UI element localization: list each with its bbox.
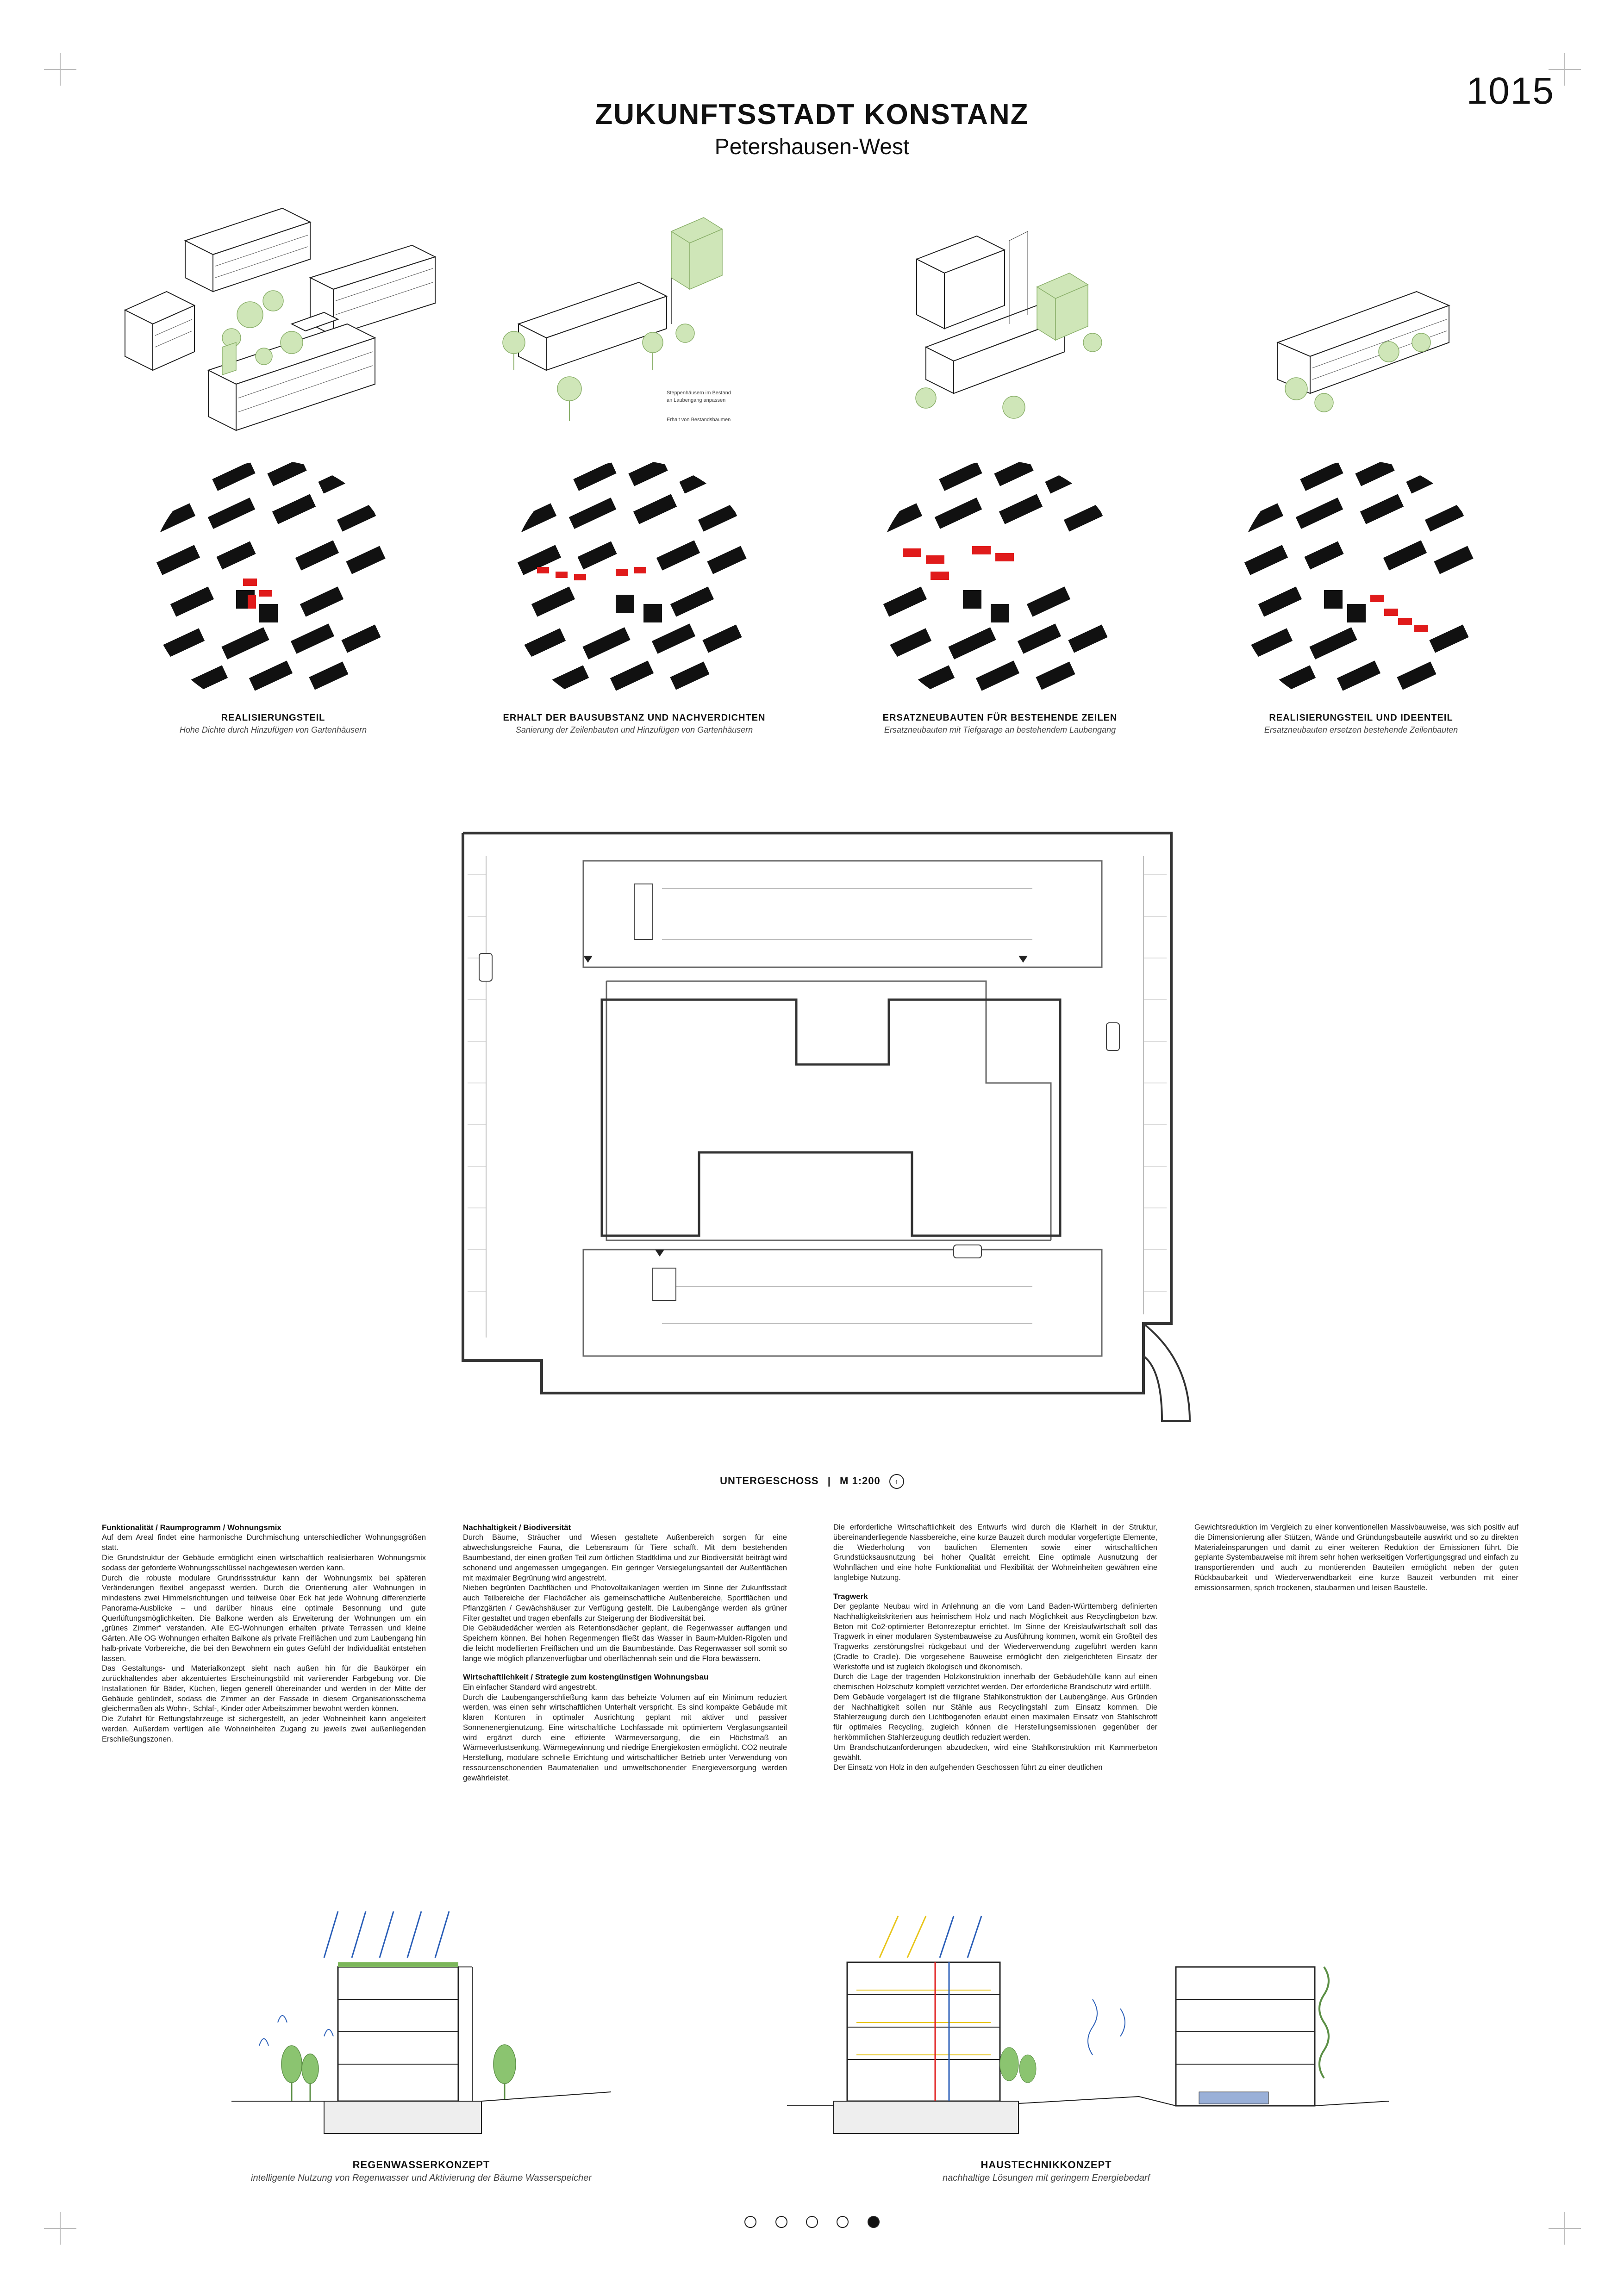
column-heading: Wirtschaftlichkeit / Strategie zum kostengünstigen Wohnungsbau	[463, 1673, 709, 1682]
paragraph: Die Zufahrt für Rettungsfahrzeuge ist sichergestellt, an jeder Wohneinheit kann angeleitert werden. Außerdem verfügen alle Wohneinheiten Zugang zu jeweils zwei außenliegenden Erschließungszonen.	[102, 1715, 426, 1743]
north-arrow-icon: ↑	[889, 1474, 904, 1489]
crop-mark	[44, 53, 76, 86]
figure-caption-4	[1185, 713, 1537, 735]
paragraph: Ein einfacher Standard wird angestrebt.	[463, 1683, 597, 1692]
paragraph: Durch die Laubengangerschließung kann das beheizte Volumen auf ein Minimum reduziert werden, was einen sehr wirtschaftlichen Unterhalt verspricht. Es sind kompakte Gebäude mit klaren Konturen in optimaler Ausrichtung geplant mit aktiver und passiver Sonnenenergienutzung. Eine wirtschaftliche Lochfassade mit optimiertem Verglasungsanteil wird ergänzt durch eine effiziente Wärmeversorgung, die ein Höchstmaß an Wärmeverlustsenkung, Wärmegewinnung und niedrige Energiekosten ermöglicht. CO2 neutrale Herstellung, modulare schnelle Errichtung und wirtschaftlicher Betrieb unter Verwendung von ressourcenschonenden Baumaterialien und umweltschonender Energieversorgung werden gewährleistet.	[463, 1693, 787, 1782]
services-section-caption	[815, 2159, 1278, 2184]
isometric-existing-stock	[500, 204, 759, 444]
paragraph: Das Gestaltungs- und Materialkonzept sieht nach außen hin für die Baukörper ein zurückhaltendes aber akzentuiertes Erscheinungsbild mit variierender Farbgebung vor. Die Installationen für Bäder, Küchen, liegen generell übereinander und werden in der Mitte der Gebäude gebündelt, sodass die Zimmer an der Fassade in diesem Organisationsschema gleichermaßen als Wohn-, Schlaf-, Kinder oder Arbeitszimmer bewohnt werden können.	[102, 1664, 426, 1713]
paragraph: Durch die Lage der tragenden Holzkonstruktion innerhalb der Gebäudehülle kann auf einen chemischen Holzschutz komplett verzichtet werden. Der erforderliche Brandschutz wird erfüllt.	[833, 1673, 1157, 1692]
isometric-ideas-part	[1268, 204, 1509, 444]
paragraph: Auf dem Areal findet eine harmonische Durchmischung unterschiedlicher Wohnungsgrößen statt.	[102, 1533, 426, 1552]
iso-note-2: an Laubengang anpassen	[667, 398, 726, 403]
column-heading: Funktionalität / Raumprogramm / Wohnungsmix	[102, 1523, 281, 1532]
text-column-2	[463, 1523, 787, 1783]
figure-caption-title: REALISIERUNGSTEIL	[221, 713, 325, 723]
rainwater-section-caption	[190, 2159, 653, 2184]
page-dot-active[interactable]	[868, 2216, 880, 2228]
paragraph: Dem Gebäude vorgelagert ist die filigrane Stahlkonstruktion der Laubengänge. Aus Gründen der Nachhaltigkeit sollen nur Stähle aus Recyclingstahl zum Einsatz kommen. Die Stahlerzeugung durch den Lichtbogenofen erlaubt einen maximalen Einsatz von Stahlschrott für optimales Recycling, zugleich können die Herstellungsemissionen gegenüber der herkömmlichen Stahlerzeugung deutlich reduziert werden.	[833, 1692, 1157, 1742]
paragraph: Um Brandschutzanforderungen abzudecken, wird eine Stahlkonstruktion mit Kammerbeton gewählt.	[833, 1743, 1157, 1762]
paragraph: Die Gebäudedächer werden als Retentionsdächer geplant, die Regenwasser auffangen und Speichern können. Bei hohen Regenmengen fließt das Wasser in Baum-Mulden-Rigolen und die leicht modellierten Freiflächen und um die Baumbestände. Das Regenwasser soll somit so lange wie möglich pflanzenverfügbar und oberflächennah sein und die Flora bewässern.	[463, 1624, 787, 1663]
page-title: ZUKUNFTSSTADT KONSTANZ	[595, 99, 1029, 131]
building-services-section-drawing	[787, 1907, 1398, 2150]
section-title: HAUSTECHNIKKONZEPT	[981, 2159, 1112, 2171]
paragraph: Durch die robuste modulare Grundrissstruktur kann der Wohnungsmix bei späteren Veränderungen flexibel angepasst werden. Durch die Orientierung aller Wohnungen in mindestens zwei Himmelsrichtungen und teilweise über Eck hat jede Wohnung differenzierte Panorama-Ausblicke – und darüber hinaus eine optimale Besonnung und gute Querlüftungsmöglichkeiten. Die Balkone werden als Erweiterung der Wohnungen um ein „grünes Zimmer“ verstanden. Alle EG-Wohnungen erhalten private Terrassen und kleine Gärten. Alle OG Wohnungen erhalten Balkone als private Freiflächen und zum Laubengang hin halb-private Vorbereiche, die bei den Bewohnern ein gutes Gefühl der Individualität entstehen lassen.	[102, 1574, 426, 1663]
poster-number: 1015	[1466, 70, 1555, 112]
basement-floor-plan	[431, 805, 1218, 1465]
figure-caption-3	[824, 713, 1176, 735]
plan-label	[0, 1474, 1624, 1489]
page-subtitle: Petershausen-West	[714, 135, 910, 159]
section-title: REGENWASSERKONZEPT	[352, 2159, 490, 2171]
figure-caption-subtitle: Sanierung der Zeilenbauten und Hinzufügen von Gartenhäusern	[515, 725, 753, 734]
figure-ground-3	[870, 456, 1130, 715]
figure-caption-subtitle: Hohe Dichte durch Hinzufügen von Gartenhäusern	[179, 725, 367, 734]
paragraph: Nieben begrünten Dachflächen und Photovoltaikanlagen werden im Sinne der Zukunftsstadt auch Teilbereiche der Flachdächer als gemeinschaftliche Außenbereiche, Sportflächen und Pflanzgärten / Gewächshäuser zur Verfügung gestellt. Die Laubengänge werden als grüner Filter gestaltet und tragen ebenfalls zur Steigerung der Biodiversität bei.	[463, 1584, 787, 1623]
iso-note-1: Steppenhäusern im Bestand	[667, 390, 731, 396]
isometric-replacement-buildings	[898, 204, 1148, 444]
column-heading: Tragwerk	[833, 1592, 868, 1601]
figure-caption-2	[458, 713, 810, 735]
paragraph: Der Einsatz von Holz in den aufgehenden Geschossen führt zu einer deutlichen	[833, 1763, 1103, 1772]
figure-caption-title: ERHALT DER BAUSUBSTANZ UND NACHVERDICHTEN	[503, 713, 766, 723]
paragraph: Der geplante Neubau wird in Anlehnung an die vom Land Baden-Württemberg definierten Nachhaltigkeitskriterien aus heimischem Holz und nach Möglichkeit aus Recyclingbeton bzw. Beton mit Co2-optimierter Betonrezeptur errichtet. Im Sinne der Kreislaufwirtschaft soll das Tragwerk in einer modularen Systembauweise zu Ausführung kommen, womit ein Großteil des Tragwerks zerstörungsfrei rückgebaut und der Wiederverwendung zugeführt werden kann (Cradle to Cradle). Die vorgesehene Bauweise ermöglicht den zielgerichteten Einsatz der Werkstoffe und ist zugleich ökologisch und ökonomisch.	[833, 1602, 1157, 1671]
page-dot[interactable]	[837, 2216, 849, 2228]
isometric-masterplan	[116, 204, 449, 444]
section-subtitle: nachhaltige Lösungen mit geringem Energiebedarf	[942, 2173, 1150, 2183]
text-column-1	[102, 1523, 426, 1745]
plan-separator: |	[827, 1475, 831, 1487]
figure-ground-2	[505, 456, 764, 715]
column-heading: Nachhaltigkeit / Biodiversität	[463, 1523, 571, 1532]
page-indicator	[0, 2216, 1624, 2230]
rainwater-section-drawing	[231, 1907, 611, 2150]
paragraph: Gewichtsreduktion im Vergleich zu einer konventionellen Massivbauweise, was sich positiv auf die Dimensionierung aller Stützen, Wände und Gründungsbauteile auswirkt und so zu direkten Materialeinsparungen und damit zu einer weiteren Reduktion der Emissionen führt. Die geplante Systembauweise mit ihrem sehr hohen werkseitigen Vorfertigungsgrad und einfach zu transportierenden und auch zu montierenden Bauteilen ermöglicht neben der guten Rückbaubarkeit und Wiederverwendbarkeit eine kurze Bauzeit verbunden mit einer emissionsarmen, sprich trockenen, staubarmen und leisen Baustelle.	[1194, 1523, 1518, 1592]
text-column-3	[833, 1523, 1157, 1773]
plan-scale: M 1:200	[840, 1475, 881, 1487]
figure-ground-4	[1231, 456, 1491, 715]
figure-caption-title: REALISIERUNGSTEIL UND IDEENTEIL	[1269, 713, 1453, 723]
iso-note-3: Erhalt von Bestandsbäumen	[667, 417, 731, 423]
figure-caption-subtitle: Ersatzneubauten mit Tiefgarage an bestehendem Laubengang	[884, 725, 1116, 734]
paragraph: Durch Bäume, Sträucher und Wiesen gestaltete Außenbereich sorgen für eine abwechslungsreiche Fauna, die Lebensraum für Tiere schafft. Mit dem bestehenden Baumbestand, der einen großen Teil zum örtlichen Stadtklima und zur Biodiversität beiträgt wird schonend und angemessen umgegangen. Ein geringer Versiegelungsanteil der Außenflächen mit maximaler Begrünung wird angestrebt.	[463, 1533, 787, 1582]
figure-caption-subtitle: Ersatzneubauten ersetzen bestehende Zeilenbauten	[1264, 725, 1458, 734]
section-subtitle: intelligente Nutzung von Regenwasser und Aktivierung der Bäume Wasserspeicher	[251, 2173, 592, 2183]
page-dot[interactable]	[806, 2216, 818, 2228]
paragraph: Die Grundstruktur der Gebäude ermöglicht einen wirtschaftlich realisierbaren Wohnungsmix sodass der geforderte Wohnungsschlüssel nachgewiesen werden kann.	[102, 1553, 426, 1572]
figure-caption-title: ERSATZNEUBAUTEN FÜR BESTEHENDE ZEILEN	[882, 713, 1118, 723]
page-dot[interactable]	[775, 2216, 787, 2228]
page-dot[interactable]	[744, 2216, 756, 2228]
plan-title: UNTERGESCHOSS	[720, 1475, 819, 1487]
paragraph: Die erforderliche Wirtschaftlichkeit des Entwurfs wird durch die Klarheit in der Struktur, übereinanderliegende Nassbereiche, eine kurze Bauzeit durch modular vorgefertigte Elemente, die Wiederholung von baulichen Elementen sowie einer wirtschaftlichen Grundstücksausnutzung bei hoher Qualität erreicht. Eine optimale Ausnutzung der Wohnflächen und eine hohe Funktionalität und Flexibilität der Wohneinheiten gewähren eine langlebige Nutzung.	[833, 1523, 1157, 1582]
figure-caption-1	[97, 713, 449, 735]
text-column-4	[1194, 1523, 1518, 1593]
figure-ground-1	[144, 456, 403, 715]
